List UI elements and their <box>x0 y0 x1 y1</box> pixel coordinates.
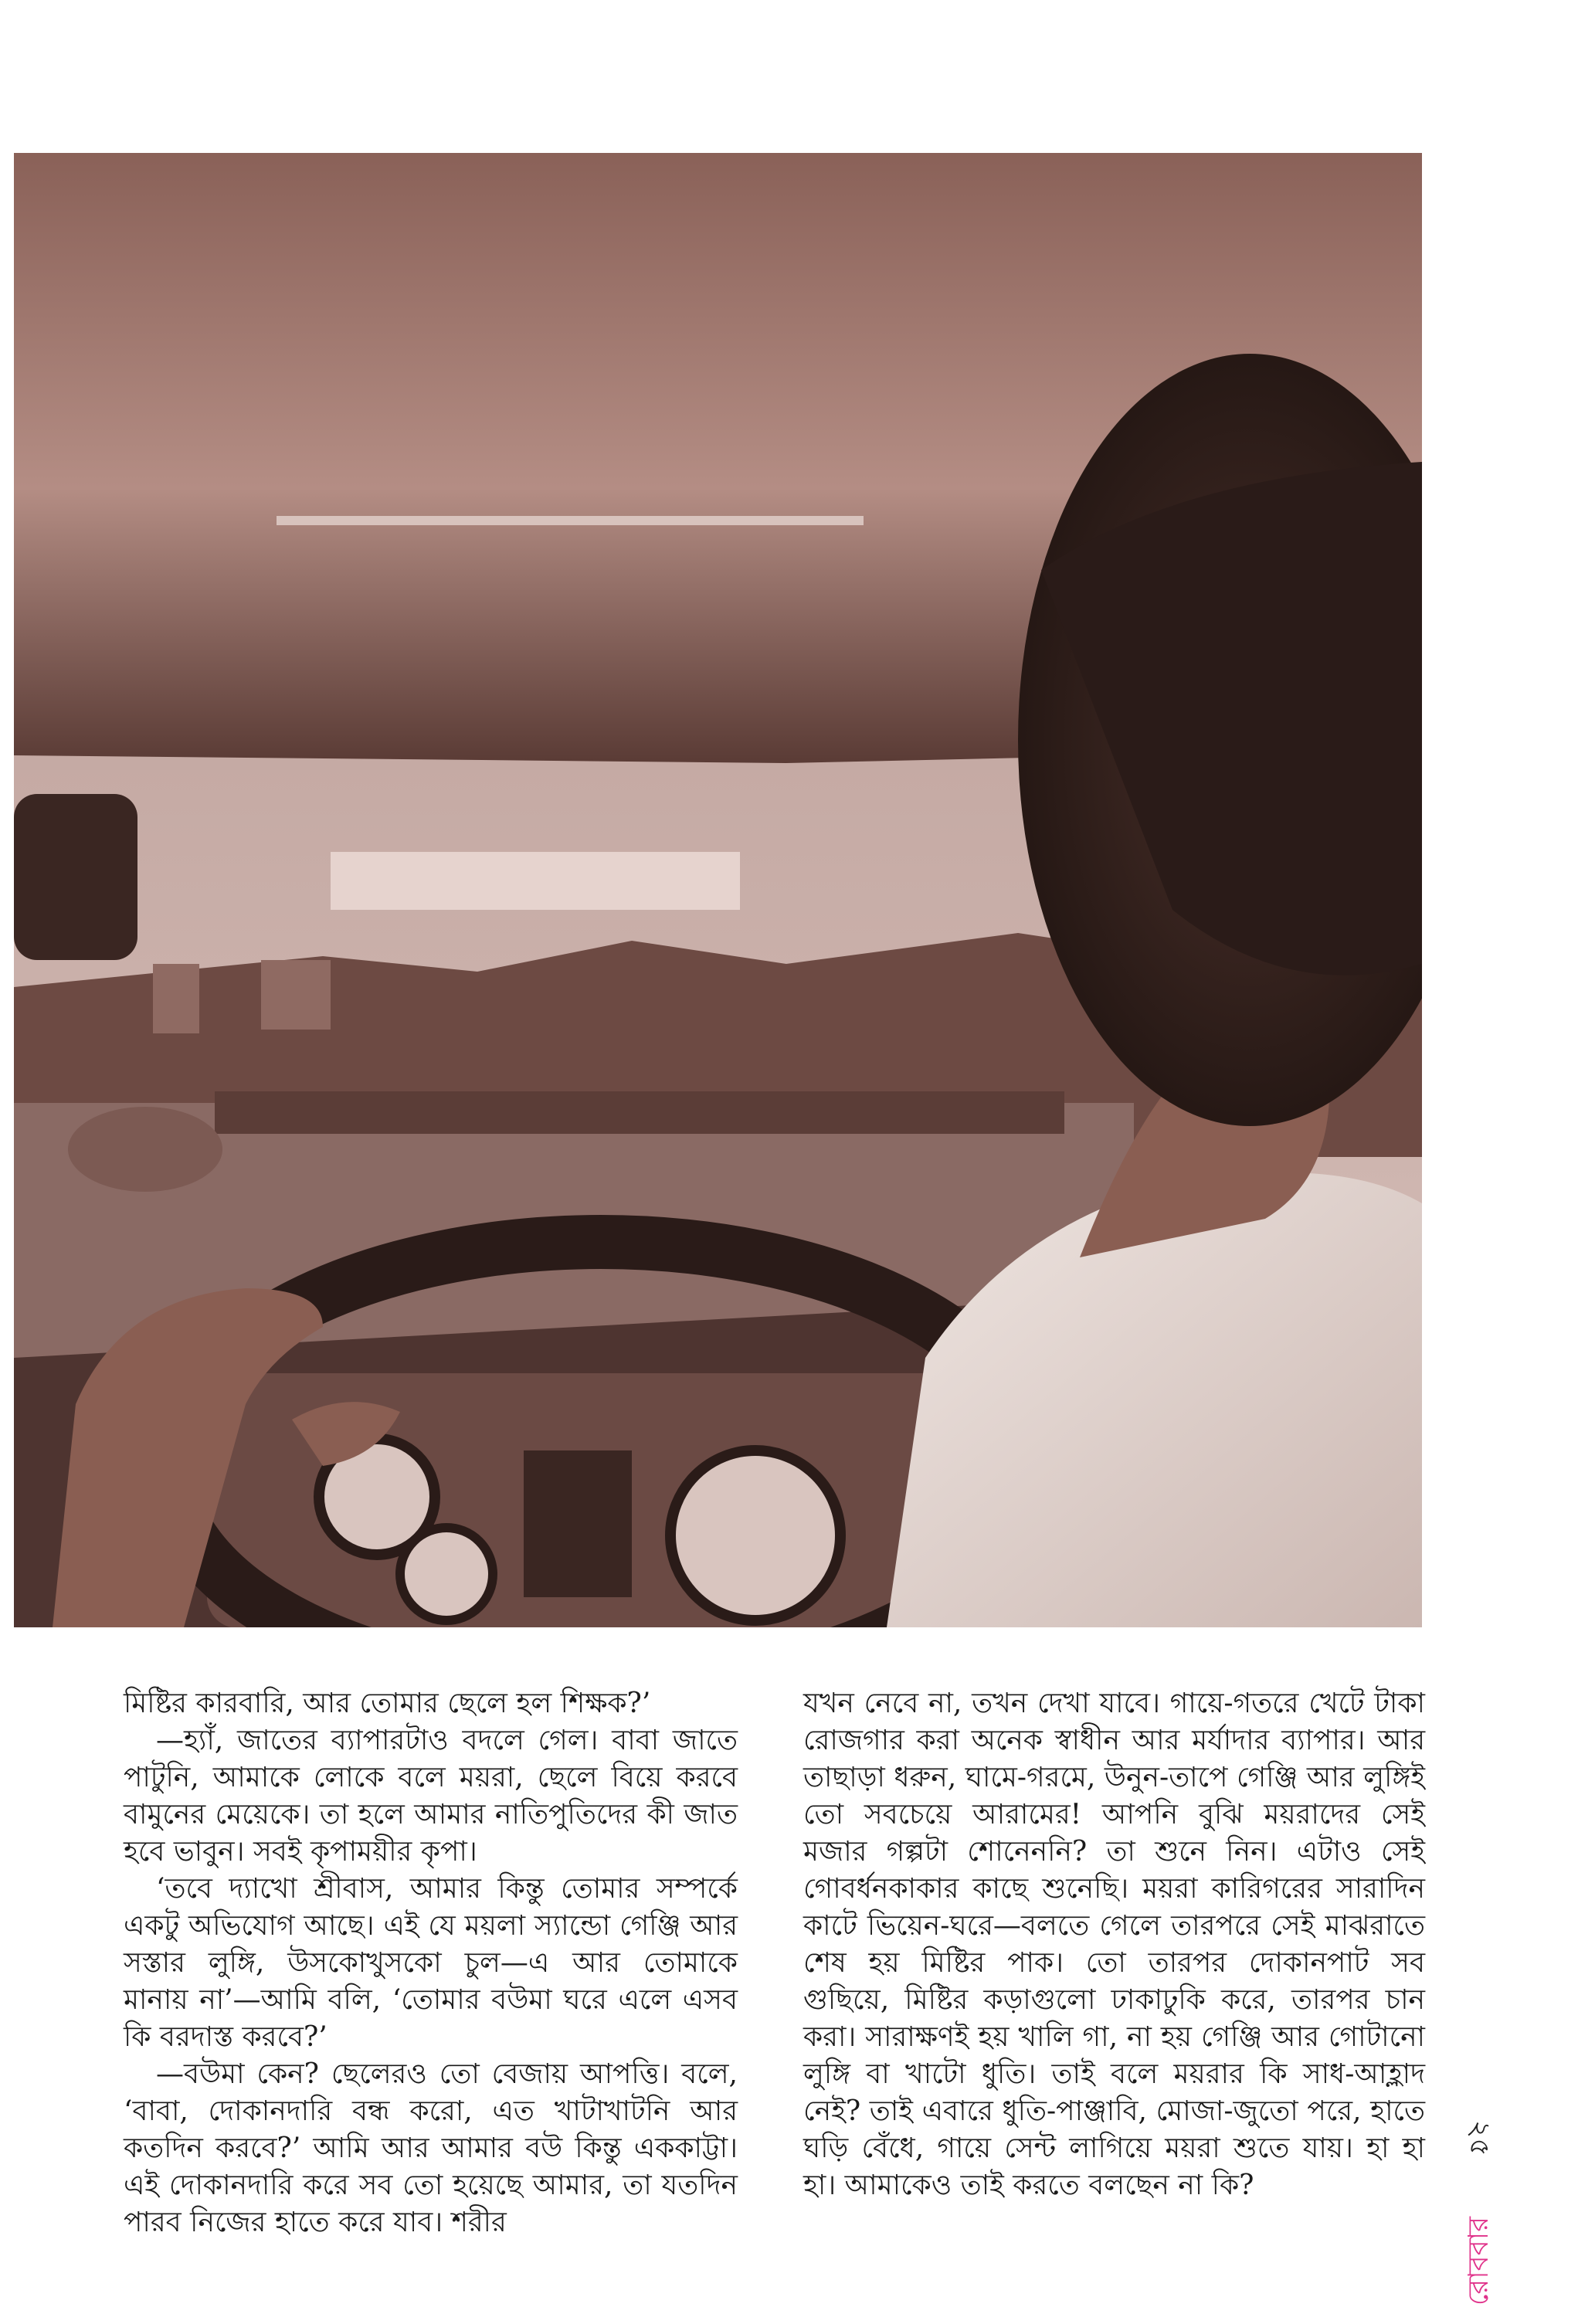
article-column-right <box>803 1685 1425 2204</box>
paragraph: যখন নেবে না, তখন দেখা যাবে। গায়ে-গতরে খেটে টাকা রোজগার করা অনেক স্বাধীন আর মর্যাদার ব্যাপার। আর তাছাড়া ধরুন, ঘামে-গরমে, উনুন-তাপে গেঞ্জি আর লুঙ্গিই তো সবচেয়ে আরামের! আপনি বুঝি ময়রাদের সেই মজার গল্পটা শোনেননি? তা শুনে নিন। এটাও সেই গোবর্ধনকাকার কাছে শুনেছি। ময়রা কারিগরের সারাদিন কাটে ভিয়েন-ঘরে—বলতে গেলে তারপরে সেই মাঝরাতে শেষ হয় মিষ্টির পাক। তো তারপর দোকানপাট সব গুছিয়ে, মিষ্টির কড়াগুলো ঢাকাঢুকি করে, তারপর চান করা। সারাক্ষণই হয় খালি গা, না হয় গেঞ্জি আর গোটানো লুঙ্গি বা খাটো ধুতি। তাই বলে ময়রার কি সাধ-আহ্লাদ নেই? তাই এবারে ধুতি-পাঞ্জাবি, মোজা-জুতো পরে, হাতে ঘড়ি বেঁধে, গায়ে সেন্ট লাগিয়ে ময়রা শুতে যায়। হা হা হা। আমাকেও তাই করতে বলছেন না কি? <box>803 1688 1425 2201</box>
photo-driver-in-car-icon <box>14 153 1422 1627</box>
paragraph: মিষ্টির কারবারি, আর তোমার ছেলে হল শিক্ষক?’ <box>124 1688 651 1719</box>
paragraph: —হ্যাঁ, জাতের ব্যাপারটাও বদলে গেল। বাবা জাতে পাটুনি, আমাকে লোকে বলে ময়রা, ছেলে বিয়ে করবে বামুনের মেয়েকে। তা হলে আমার নাতিপুতিদের কী জাত হবে ভাবুন। সবই কৃপাময়ীর কৃপা। <box>124 1725 738 1868</box>
article-column-left <box>124 1685 738 2241</box>
magazine-name: রোববার <box>1463 2216 1495 2305</box>
page-folio <box>1456 2120 1502 2305</box>
page-number: ২৫ <box>1464 2120 1495 2156</box>
driver-photo <box>14 153 1422 1627</box>
paragraph: ‘তবে দ্যাখো শ্রীবাস, আমার কিন্তু তোমার সম্পর্কে একটু অভিযোগ আছে। এই যে ময়লা স্যান্ডো গেঞ্জি আর সস্তার লুঙ্গি, উসকোখুসকো চুল—এ আর তোমাকে মানায় না’—আমি বলি, ‘তোমার বউমা ঘরে এলে এসব কি বরদাস্ত করবে?’ <box>124 1873 738 2053</box>
paragraph: —বউমা কেন? ছেলেরও তো বেজায় আপত্তি। বলে, ‘বাবা, দোকানদারি বন্ধ করো, এত খাটাখাটনি আর কতদিন করবে?’ আমি আর আমার বউ কিন্তু এককাট্টা। এই দোকানদারি করে সব তো হয়েছে আমার, তা যতদিন পারব নিজের হাতে করে যাব। শরীর <box>124 2058 738 2238</box>
